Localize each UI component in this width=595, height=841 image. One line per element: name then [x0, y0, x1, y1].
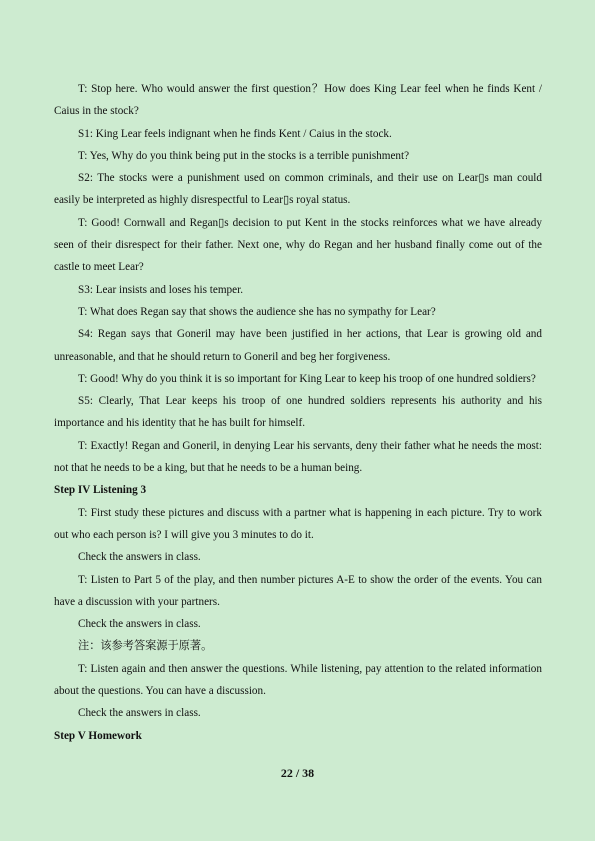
- paragraph: S5: Clearly, That Lear keeps his troop of one hundred soldiers represents his authority and his importance and his identity that he has built for himself.: [54, 395, 542, 430]
- paragraph: Check the answers in class.: [78, 551, 201, 564]
- section-heading: Step IV Listening 3: [54, 484, 147, 497]
- paragraph: T: Exactly! Regan and Goneril, in denying Lear his servants, deny their father what he needs the most: not that he needs to be a king, but that he needs to be a human being.: [54, 439, 542, 475]
- paragraph: T: Stop here. Who would answer the first question？How does King Lear feel when he finds Kent / Caius in the stock?: [54, 83, 542, 118]
- note-paragraph: 注：该参考答案源于原著。: [78, 640, 213, 653]
- paragraph: T: Good! Why do you think it is so important for King Lear to keep his troop of one hundred soldiers?: [78, 372, 536, 385]
- document-body: [54, 78, 542, 747]
- paragraph: T: What does Regan say that shows the audience she has no sympathy for Lear?: [78, 305, 436, 318]
- paragraph: T: Yes, Why do you think being put in the stocks is a terrible punishment?: [78, 149, 410, 162]
- paragraph: S4: Regan says that Goneril may have been justified in her actions, that Lear is growing old and unreasonable, and that he should return to Goneril and beg her forgiveness.: [54, 328, 542, 363]
- section-heading: Step V Homework: [54, 729, 142, 742]
- paragraph: T: First study these pictures and discuss with a partner what is happening in each picture. Try to work out who each person is? I will give you 3 minutes to do it.: [54, 506, 542, 541]
- paragraph: Check the answers in class.: [78, 707, 201, 720]
- paragraph: Check the answers in class.: [78, 618, 201, 631]
- paragraph: T: Good! Cornwall and Regan▯s decision to put Kent in the stocks reinforces what we have already seen of their disrespect for their father. Next one, why do Regan and her husband finally come out of the castle to meet Lear?: [54, 216, 542, 274]
- paragraph: T: Listen to Part 5 of the play, and then number pictures A-E to show the order of the events. You can have a discussion with your partners.: [54, 573, 542, 608]
- page-number: 22 / 38: [280, 766, 315, 780]
- paragraph: S3: Lear insists and loses his temper.: [78, 283, 243, 296]
- paragraph: T: Listen again and then answer the questions. While listening, pay attention to the related information about the questions. You can have a discussion.: [54, 662, 542, 698]
- paragraph: S1: King Lear feels indignant when he finds Kent / Caius in the stock.: [78, 127, 392, 140]
- paragraph: S2: The stocks were a punishment used on common criminals, and their use on Lear▯s man could easily be interpreted as highly disrespectful to Lear▯s royal status.: [54, 172, 542, 207]
